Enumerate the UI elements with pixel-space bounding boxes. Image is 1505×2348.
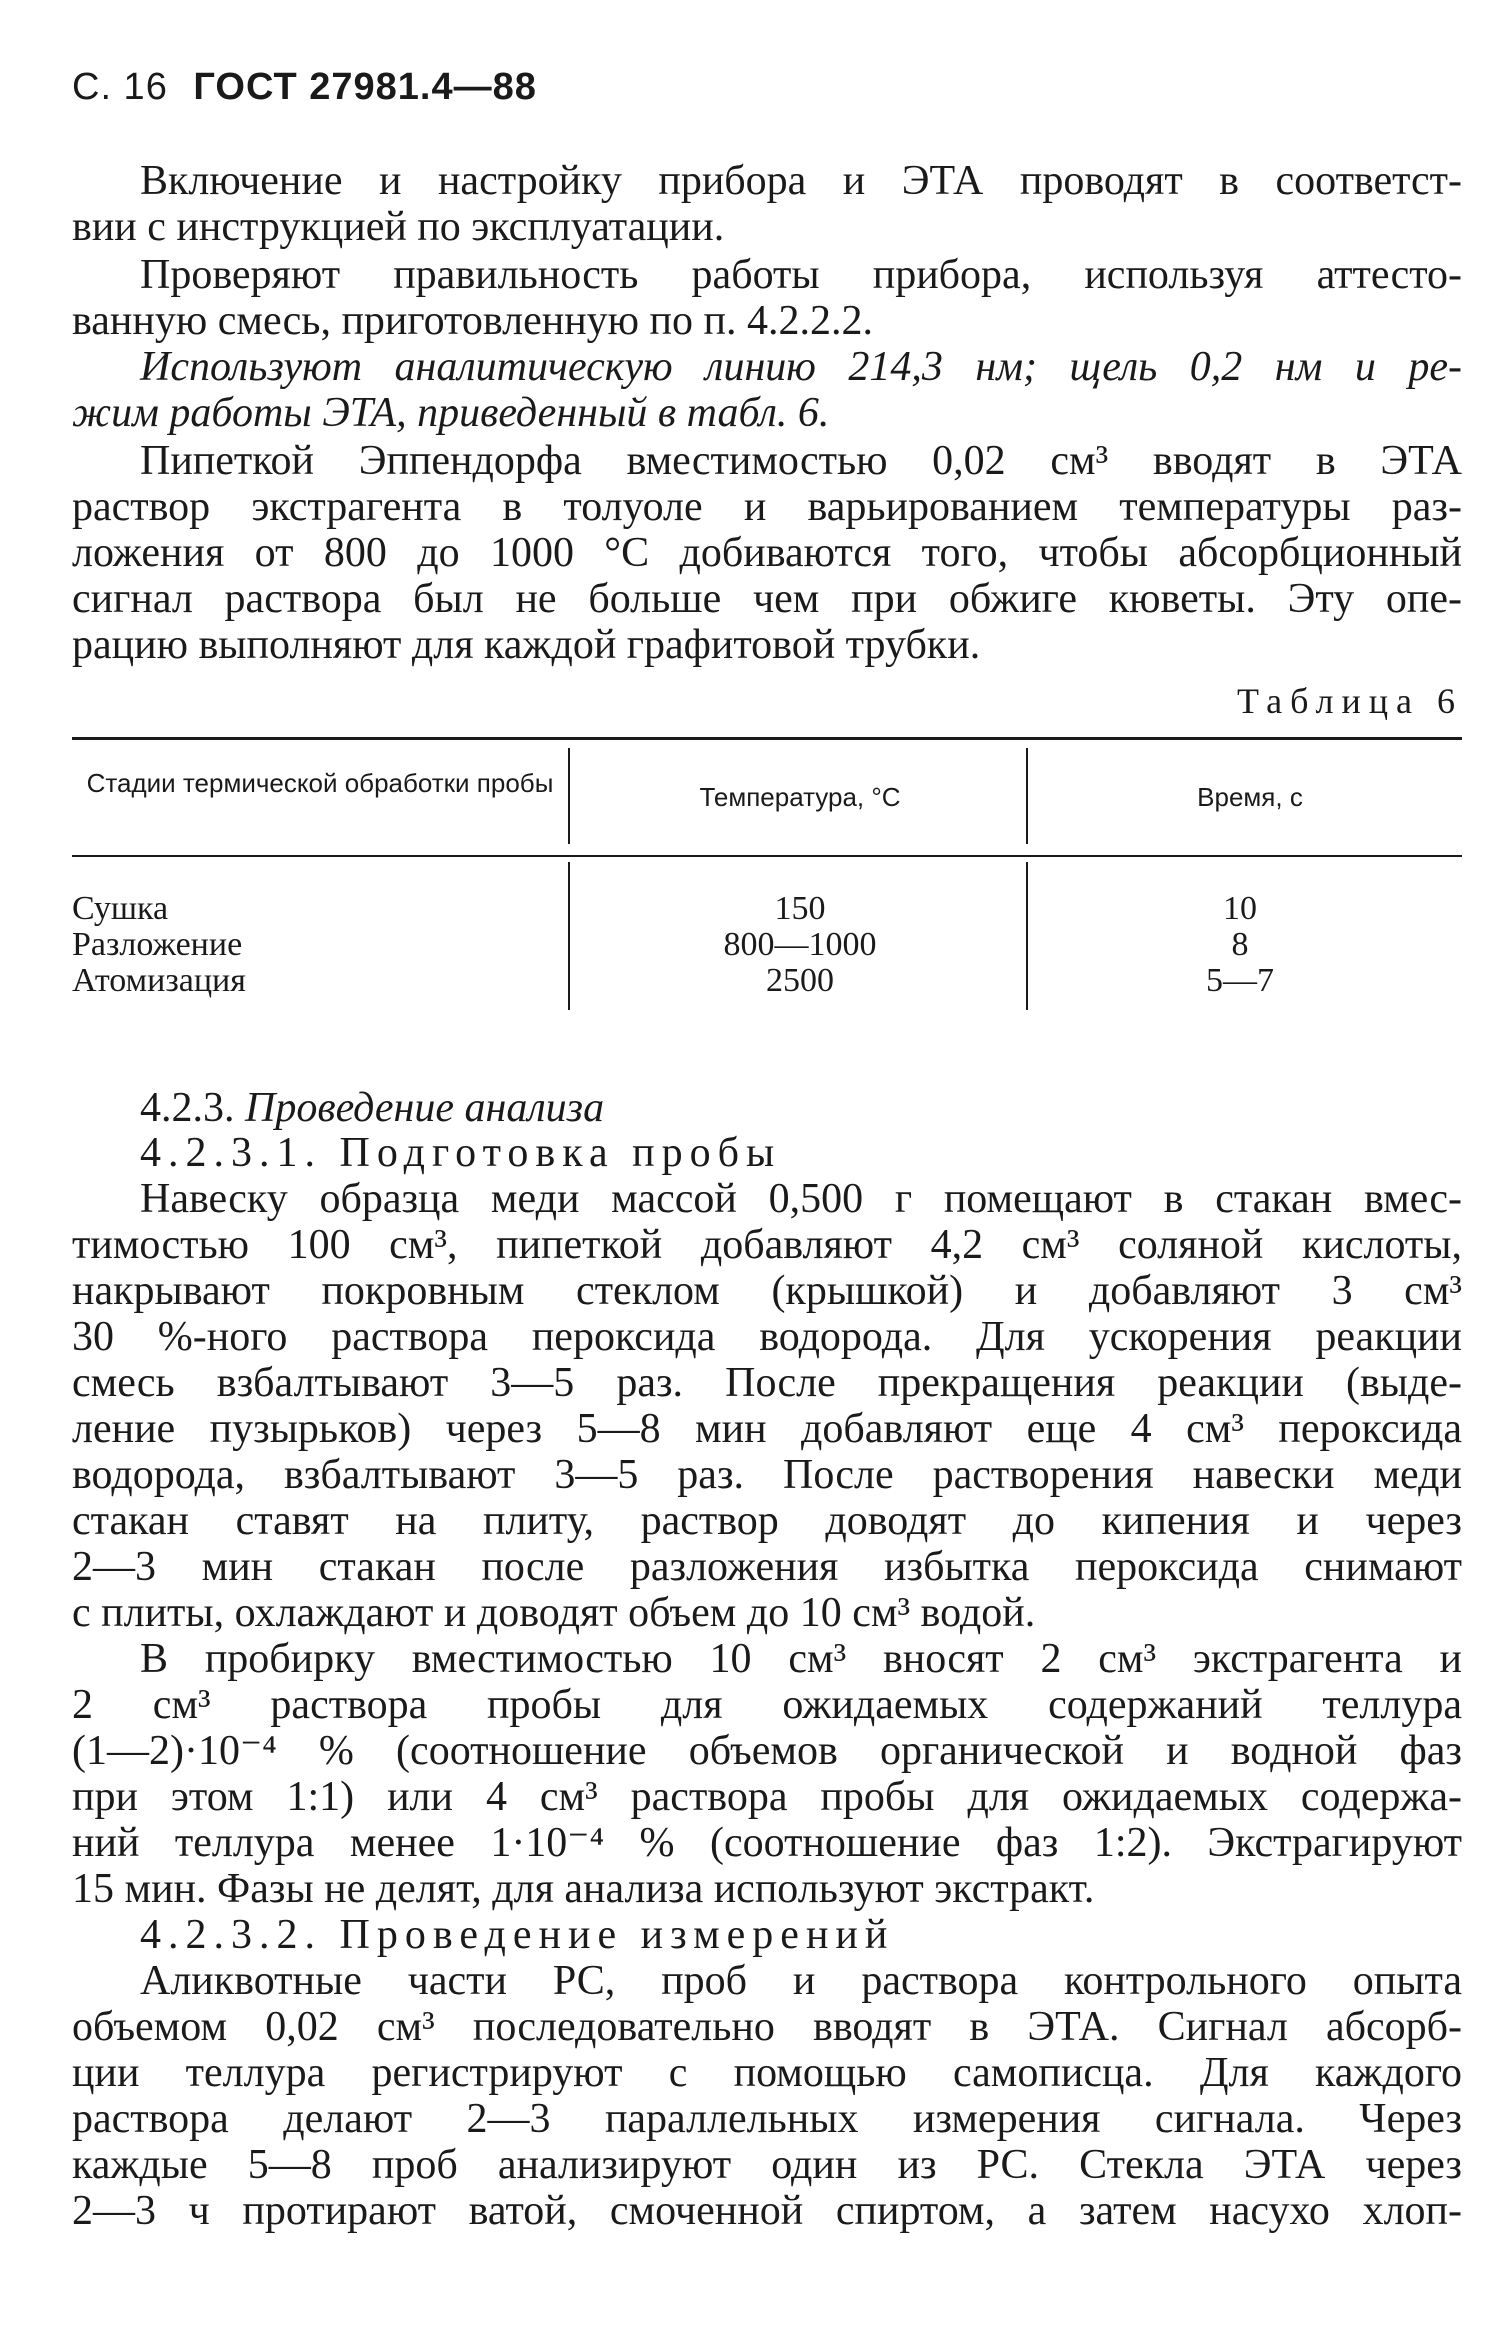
text-line: 2—3 мин стакан после разложения избытка пероксида снимают bbox=[72, 1544, 1462, 1590]
text-line: В пробирку вместимостью 10 см³ вносят 2 см³ экстрагента и bbox=[140, 1636, 1462, 1682]
table-top-rule bbox=[72, 737, 1462, 740]
text-line: 30 %-ного раствора пероксида водорода. Для ускорения реакции bbox=[72, 1314, 1462, 1360]
text-line: ванную смесь, приготовленную по п. 4.2.2.2. bbox=[72, 298, 873, 344]
text-line: вии с инструкцией по эксплуатации. bbox=[72, 204, 725, 250]
table-cell: 2500 bbox=[766, 962, 834, 999]
text-line: 15 мин. Фазы не делят, для анализа используют экстракт. bbox=[72, 1866, 1095, 1912]
text-line: ний теллура менее 1·10⁻⁴ % (соотношение фаз 1:2). Экстрагируют bbox=[72, 1820, 1462, 1866]
table-cell: 150 bbox=[774, 890, 826, 927]
text-line: раствора делают 2—3 параллельных измерения сигнала. Через bbox=[72, 2096, 1462, 2142]
text-line: 2 см³ раствора пробы для ожидаемых содержаний теллура bbox=[72, 1682, 1462, 1728]
page-number: С. 16 bbox=[72, 66, 168, 108]
section-number: 4.2.3. bbox=[140, 1085, 235, 1131]
table-cell: 800—1000 bbox=[723, 926, 877, 963]
text-line: жим работы ЭТА, приведенный в табл. 6. bbox=[72, 390, 830, 436]
table-cell: 10 bbox=[1223, 890, 1257, 927]
table-cell: Атомизация bbox=[72, 962, 246, 999]
table-caption: Таблица 6 bbox=[1237, 681, 1463, 721]
text-line: смесь взбалтывают 3—5 раз. После прекращения реакции (выде- bbox=[72, 1360, 1462, 1406]
text-line: Используют аналитическую линию 214,3 нм; щель 0,2 нм и ре- bbox=[140, 344, 1462, 390]
text-line: 2—3 ч протирают ватой, смоченной спиртом, а затем насухо хлоп- bbox=[72, 2188, 1462, 2234]
table-divider bbox=[1026, 862, 1028, 1010]
text-line: раствор экстрагента в толуоле и варьированием температуры раз- bbox=[72, 484, 1462, 530]
text-line: рацию выполняют для каждой графитовой трубки. bbox=[72, 622, 981, 668]
table-header-cell: Стадии термической обработки пробы bbox=[86, 768, 554, 798]
text-line: при этом 1:1) или 4 см³ раствора пробы для ожидаемых содержа- bbox=[72, 1774, 1462, 1820]
table-header-cell: Температура, °С bbox=[699, 782, 901, 812]
text-line: тимостью 100 см³, пипеткой добавляют 4,2 см³ соляной кислоты, bbox=[72, 1222, 1462, 1268]
text-line: Проверяют правильность работы прибора, используя аттесто- bbox=[140, 252, 1462, 298]
text-line: ложения от 800 до 1000 °С добиваются того, чтобы абсорбционный bbox=[72, 530, 1462, 576]
table-divider bbox=[1026, 748, 1028, 844]
text-line: водорода, взбалтывают 3—5 раз. После растворения навески меди bbox=[72, 1452, 1462, 1498]
table-cell: Разложение bbox=[72, 926, 243, 963]
table-cell: 8 bbox=[1231, 926, 1249, 963]
text-line: объемом 0,02 см³ последовательно вводят в ЭТА. Сигнал абсорб- bbox=[72, 2004, 1462, 2050]
table-cell: Сушка bbox=[72, 890, 169, 927]
page-header bbox=[72, 66, 537, 109]
table-header-cell: Время, с bbox=[1197, 782, 1303, 812]
text-line: ции теллура регистрируют с помощью самописца. Для каждого bbox=[72, 2050, 1462, 2096]
text-line: Навеску образца меди массой 0,500 г помещают в стакан вмес- bbox=[140, 1176, 1462, 1222]
text-line: каждые 5—8 проб анализируют один из РС. Стекла ЭТА через bbox=[72, 2142, 1462, 2188]
text-line: накрывают покровным стеклом (крышкой) и добавляют 3 см³ bbox=[72, 1268, 1462, 1314]
section-title: Проведение анализа bbox=[245, 1085, 605, 1131]
text-line: стакан ставят на плиту, раствор доводят до кипения и через bbox=[72, 1498, 1462, 1544]
section-heading bbox=[140, 1085, 1440, 1131]
text-line: Аликвотные части РС, проб и раствора контрольного опыта bbox=[140, 1958, 1462, 2004]
table-header-rule bbox=[72, 855, 1462, 857]
text-line: с плиты, охлаждают и доводят объем до 10 см³ водой. bbox=[72, 1590, 1036, 1636]
text-line: сигнал раствора был не больше чем при обжиге кюветы. Эту опе- bbox=[72, 576, 1462, 622]
text-line: (1—2)·10⁻⁴ % (соотношение объемов органической и водной фаз bbox=[72, 1728, 1462, 1774]
text-line: Пипеткой Эппендорфа вместимостью 0,02 см³ вводят в ЭТА bbox=[140, 438, 1462, 484]
subsection-heading: 4.2.3.1. Подготовка пробы bbox=[140, 1130, 782, 1176]
text-line: Включение и настройку прибора и ЭТА проводят в соответст- bbox=[140, 158, 1462, 204]
table-cell: 5—7 bbox=[1206, 962, 1274, 999]
document-code: ГОСТ 27981.4—88 bbox=[193, 66, 537, 108]
table-divider bbox=[568, 748, 570, 844]
text-line: ление пузырьков) через 5—8 мин добавляют еще 4 см³ пероксида bbox=[72, 1406, 1462, 1452]
table-divider bbox=[568, 862, 570, 1010]
subsection-heading: 4.2.3.2. Проведение измерений bbox=[140, 1912, 895, 1958]
